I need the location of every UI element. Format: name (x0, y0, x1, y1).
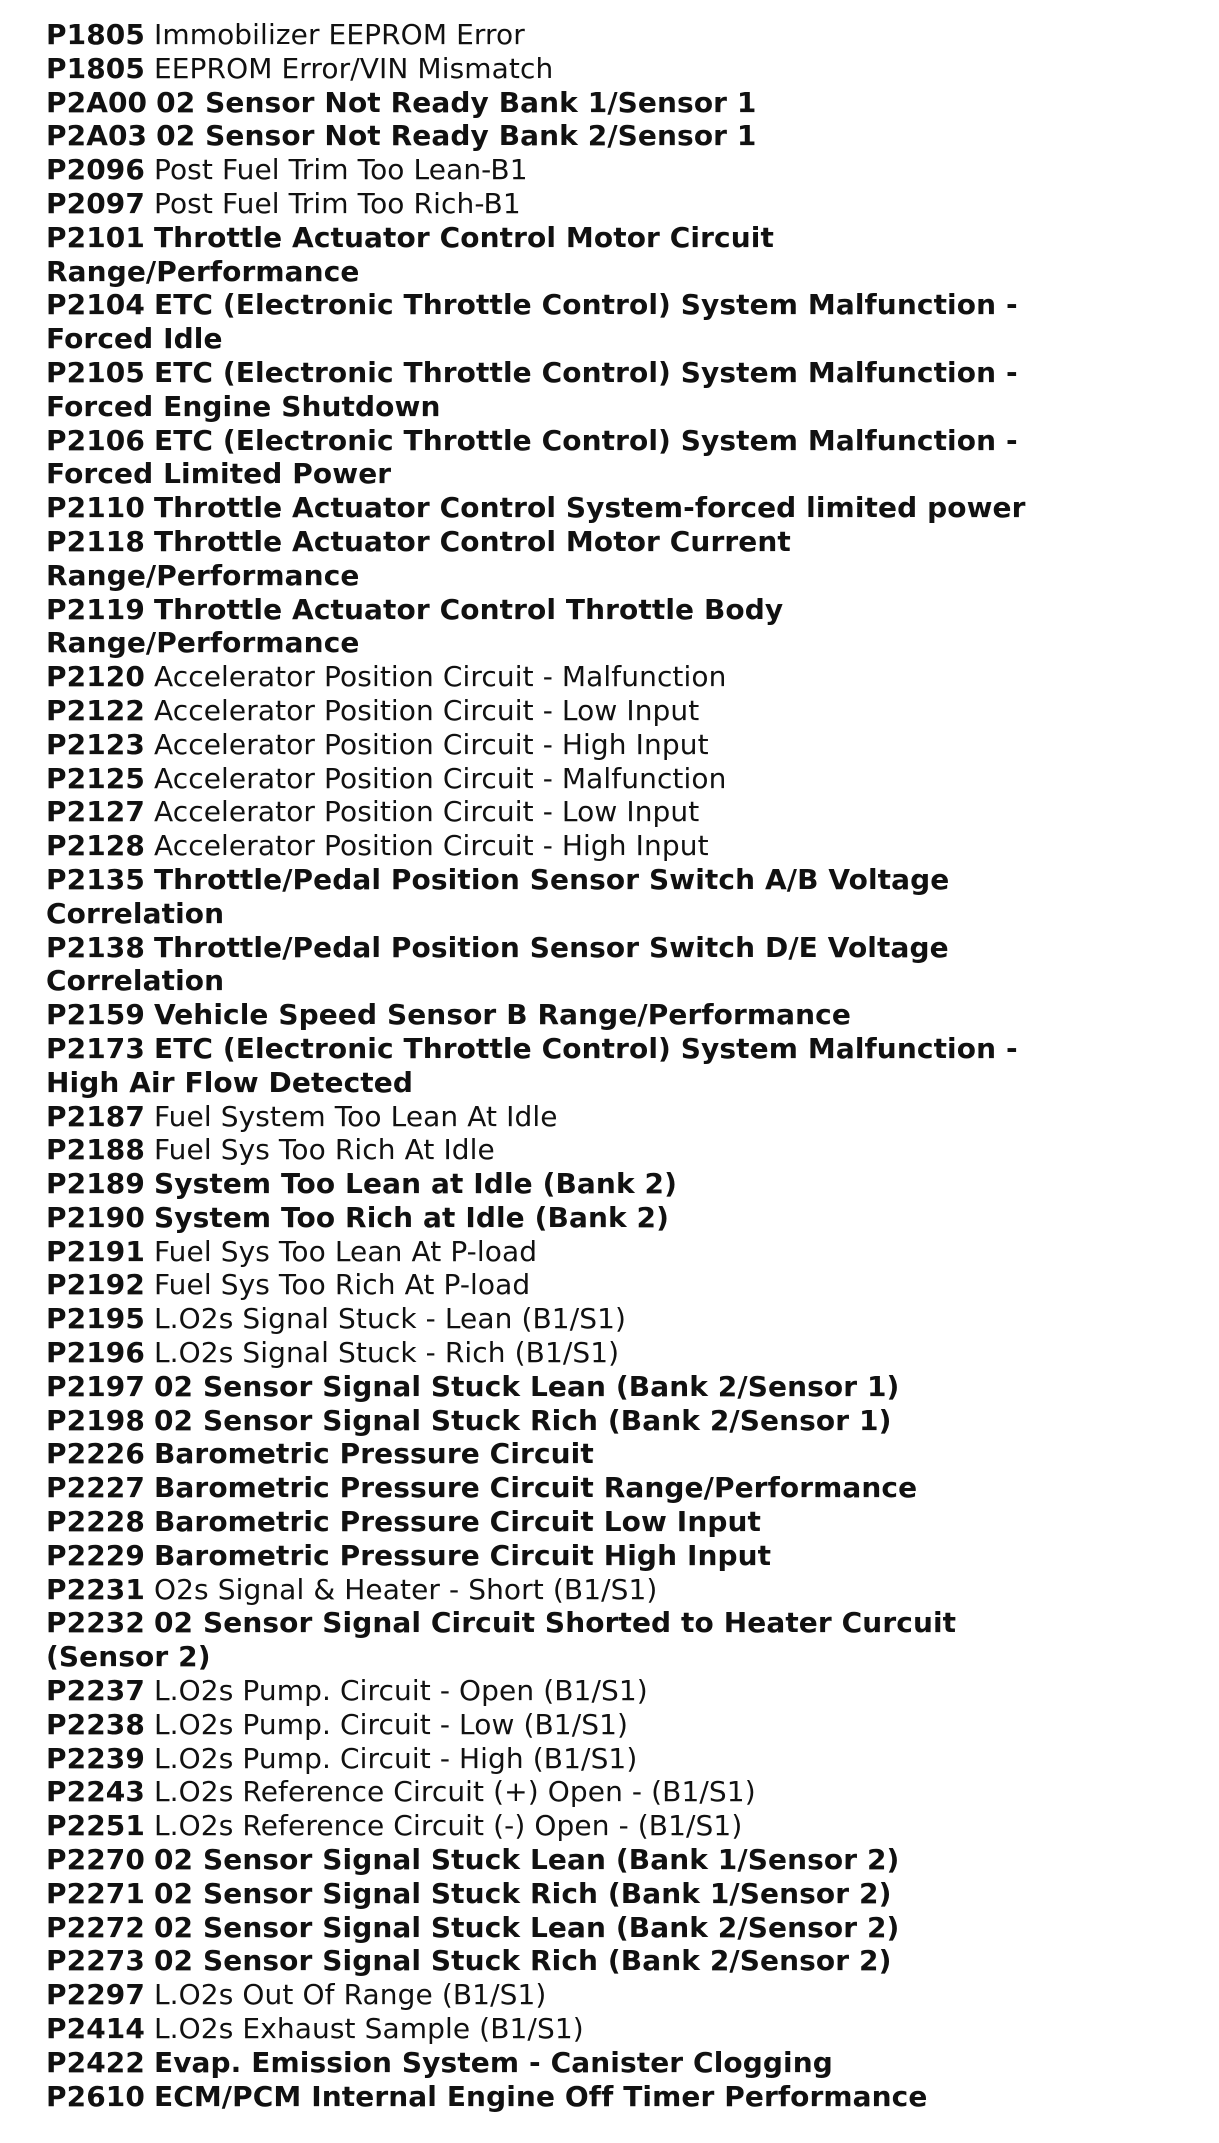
code-description: Forced Limited Power (46, 457, 392, 491)
code-line (46, 1708, 1196, 1742)
code-description: Throttle Actuator Control System-forced limited power (153, 491, 1026, 525)
code-description: Throttle Actuator Control Motor Current (153, 524, 791, 558)
code-line (46, 1505, 1196, 1539)
code-id: P2096 (46, 153, 145, 187)
code-continuation-line (46, 390, 1196, 424)
code-line (46, 1573, 1196, 1607)
code-id: P2251 (46, 1809, 145, 1843)
code-line (46, 1674, 1196, 1708)
code-continuation-line (46, 457, 1196, 491)
code-line (46, 221, 1196, 255)
code-id: P2191 (46, 1234, 145, 1268)
code-description: High Air Flow Detected (46, 1065, 413, 1099)
code-id: P2273 (46, 1944, 145, 1978)
code-description: O2s Signal & Heater - Short (B1/S1) (153, 1572, 658, 1606)
code-description: Accelerator Position Circuit - High Input (153, 829, 709, 863)
code-entry (46, 153, 1196, 187)
code-description: L.O2s Reference Circuit (-) Open - (B1/S1) (153, 1809, 743, 1843)
code-id: P2122 (46, 693, 145, 727)
code-entry (46, 1674, 1196, 1708)
code-id: P2414 (46, 2012, 145, 2046)
code-entry (46, 119, 1196, 153)
code-entry (46, 491, 1196, 525)
code-description: Fuel Sys Too Rich At Idle (153, 1133, 495, 1167)
code-entry (46, 1843, 1196, 1877)
code-line (46, 998, 1196, 1032)
code-description: Throttle Actuator Control Throttle Body (153, 592, 784, 626)
code-entry (46, 829, 1196, 863)
code-line (46, 931, 1196, 965)
code-description: L.O2s Signal Stuck - Lean (B1/S1) (153, 1302, 627, 1336)
code-line (46, 1539, 1196, 1573)
code-list (46, 18, 1196, 2113)
code-description: Correlation (46, 896, 225, 930)
code-id: P2097 (46, 186, 145, 220)
code-entry (46, 694, 1196, 728)
code-description: 02 Sensor Signal Stuck Rich (Bank 2/Sensor 2) (153, 1944, 892, 1978)
code-description: Barometric Pressure Circuit Low Input (153, 1505, 762, 1539)
code-line (46, 1877, 1196, 1911)
code-id: P2243 (46, 1775, 145, 1809)
code-id: P2610 (46, 2079, 145, 2113)
code-id: P2101 (46, 220, 145, 254)
code-description: System Too Lean at Idle (Bank 2) (153, 1167, 678, 1201)
code-continuation-line (46, 1640, 1196, 1674)
code-description: Accelerator Position Circuit - High Input (153, 727, 709, 761)
code-description: Fuel Sys Too Lean At P-load (153, 1234, 538, 1268)
code-description: Forced Idle (46, 322, 223, 356)
code-line (46, 1742, 1196, 1776)
code-description: Accelerator Position Circuit - Low Input (153, 795, 700, 829)
code-entry (46, 998, 1196, 1032)
code-description: Throttle/Pedal Position Sensor Switch D/E Voltage (153, 930, 949, 964)
code-entry (46, 187, 1196, 221)
code-entry (46, 863, 1196, 931)
code-line (46, 863, 1196, 897)
code-line (46, 829, 1196, 863)
code-line (46, 356, 1196, 390)
code-description: L.O2s Pump. Circuit - Low (B1/S1) (153, 1707, 629, 1741)
code-id: P2198 (46, 1403, 145, 1437)
code-entry (46, 795, 1196, 829)
code-description: L.O2s Exhaust Sample (B1/S1) (153, 2012, 584, 2046)
code-id: P1805 (46, 18, 145, 51)
code-entry (46, 1437, 1196, 1471)
code-id: P2110 (46, 491, 145, 525)
code-description: Accelerator Position Circuit - Malfunction (153, 761, 727, 795)
code-entry (46, 1539, 1196, 1573)
code-line (46, 1167, 1196, 1201)
code-description: ECM/PCM Internal Engine Off Timer Performance (153, 2079, 928, 2113)
code-line (46, 1911, 1196, 1945)
code-entry (46, 1336, 1196, 1370)
code-description: Forced Engine Shutdown (46, 389, 441, 423)
code-line (46, 525, 1196, 559)
code-line (46, 18, 1196, 52)
code-line (46, 2012, 1196, 2046)
code-id: P2272 (46, 1910, 145, 1944)
code-line (46, 187, 1196, 221)
code-id: P2226 (46, 1437, 145, 1471)
code-line (46, 52, 1196, 86)
code-continuation-line (46, 626, 1196, 660)
code-line (46, 1944, 1196, 1978)
code-description: Post Fuel Trim Too Rich-B1 (153, 186, 521, 220)
code-id: P2195 (46, 1302, 145, 1336)
code-description: 02 Sensor Signal Stuck Lean (Bank 1/Sensor 2) (153, 1843, 900, 1877)
code-description: ETC (Electronic Throttle Control) System Malfunction - (153, 355, 1018, 389)
code-id: P2187 (46, 1099, 145, 1133)
code-id: P2192 (46, 1268, 145, 1302)
code-id: P2A03 (46, 119, 148, 153)
code-continuation-line (46, 897, 1196, 931)
code-entry (46, 2012, 1196, 2046)
code-id: P2104 (46, 288, 145, 322)
code-description: 02 Sensor Signal Stuck Lean (Bank 2/Sensor 2) (153, 1910, 900, 1944)
code-description: Barometric Pressure Circuit Range/Performance (153, 1471, 918, 1505)
code-description: 02 Sensor Signal Stuck Rich (Bank 2/Sensor 1) (153, 1403, 892, 1437)
code-line (46, 1404, 1196, 1438)
code-entry (46, 1370, 1196, 1404)
code-id: P2238 (46, 1707, 145, 1741)
code-description: 02 Sensor Not Ready Bank 1/Sensor 1 (156, 85, 757, 119)
code-description: L.O2s Pump. Circuit - Open (B1/S1) (153, 1674, 648, 1708)
code-description: L.O2s Out Of Range (B1/S1) (153, 1978, 547, 2012)
code-entry (46, 2046, 1196, 2080)
code-continuation-line (46, 322, 1196, 356)
code-description: 02 Sensor Signal Stuck Rich (Bank 1/Sensor 2) (153, 1876, 892, 1910)
code-entry (46, 1404, 1196, 1438)
code-id: P2239 (46, 1741, 145, 1775)
code-description: Evap. Emission System - Canister Clogging (153, 2045, 833, 2079)
code-description: Throttle/Pedal Position Sensor Switch A/B Voltage (153, 862, 950, 896)
code-entry (46, 1100, 1196, 1134)
code-entry (46, 593, 1196, 661)
code-entry (46, 1167, 1196, 1201)
code-description: Range/Performance (46, 626, 360, 660)
code-line (46, 1032, 1196, 1066)
code-description: Accelerator Position Circuit - Low Input (153, 693, 700, 727)
code-entry (46, 52, 1196, 86)
code-line (46, 2080, 1196, 2114)
code-description: (Sensor 2) (46, 1640, 211, 1674)
code-line (46, 1201, 1196, 1235)
code-id: P2228 (46, 1505, 145, 1539)
code-id: P2127 (46, 795, 145, 829)
code-entry (46, 1877, 1196, 1911)
code-line (46, 1471, 1196, 1505)
code-line (46, 1978, 1196, 2012)
code-description: System Too Rich at Idle (Bank 2) (153, 1200, 670, 1234)
code-id: P2173 (46, 1031, 145, 1065)
code-id: P2197 (46, 1369, 145, 1403)
code-line (46, 1336, 1196, 1370)
code-line (46, 1809, 1196, 1843)
code-entry (46, 1471, 1196, 1505)
code-id: P2128 (46, 829, 145, 863)
code-line (46, 1775, 1196, 1809)
code-line (46, 2046, 1196, 2080)
code-line (46, 1843, 1196, 1877)
code-continuation-line (46, 1066, 1196, 1100)
code-entry (46, 221, 1196, 289)
code-line (46, 762, 1196, 796)
code-description: L.O2s Pump. Circuit - High (B1/S1) (153, 1741, 638, 1775)
code-description: 02 Sensor Signal Circuit Shorted to Heater Curcuit (153, 1606, 957, 1640)
code-line (46, 1370, 1196, 1404)
code-description: Fuel System Too Lean At Idle (153, 1099, 558, 1133)
code-line (46, 119, 1196, 153)
code-id: P2138 (46, 930, 145, 964)
code-id: P2159 (46, 998, 145, 1032)
code-line (46, 1100, 1196, 1134)
code-id: P2119 (46, 592, 145, 626)
code-description: Barometric Pressure Circuit (153, 1437, 594, 1471)
code-id: P2105 (46, 355, 145, 389)
code-entry (46, 1911, 1196, 1945)
code-id: P2237 (46, 1674, 145, 1708)
code-entry (46, 356, 1196, 424)
code-id: P2196 (46, 1336, 145, 1370)
code-id: P2135 (46, 862, 145, 896)
code-id: P2422 (46, 2045, 145, 2079)
code-continuation-line (46, 964, 1196, 998)
code-entry (46, 1944, 1196, 1978)
code-line (46, 288, 1196, 322)
code-description: Throttle Actuator Control Motor Circuit (153, 220, 774, 254)
code-id: P2120 (46, 660, 145, 694)
code-line (46, 593, 1196, 627)
code-entry (46, 18, 1196, 52)
code-description: Immobilizer EEPROM Error (153, 18, 525, 51)
code-line (46, 86, 1196, 120)
code-id: P2271 (46, 1876, 145, 1910)
code-id: P2118 (46, 524, 145, 558)
code-entry (46, 86, 1196, 120)
code-entry (46, 424, 1196, 492)
code-description: Vehicle Speed Sensor B Range/Performance (153, 998, 851, 1032)
code-entry (46, 1742, 1196, 1776)
code-line (46, 1437, 1196, 1471)
code-line (46, 795, 1196, 829)
code-entry (46, 1302, 1196, 1336)
code-description: EEPROM Error/VIN Mismatch (153, 51, 554, 85)
code-entry (46, 1201, 1196, 1235)
code-description: Fuel Sys Too Rich At P-load (153, 1268, 531, 1302)
code-line (46, 694, 1196, 728)
code-line (46, 153, 1196, 187)
code-id: P2189 (46, 1167, 145, 1201)
code-entry (46, 525, 1196, 593)
code-id: P2231 (46, 1572, 145, 1606)
code-continuation-line (46, 255, 1196, 289)
code-entry (46, 660, 1196, 694)
code-line (46, 1235, 1196, 1269)
code-description: Post Fuel Trim Too Lean-B1 (153, 153, 528, 187)
code-id: P2232 (46, 1606, 145, 1640)
code-continuation-line (46, 559, 1196, 593)
code-description: Barometric Pressure Circuit High Input (153, 1538, 772, 1572)
code-id: P2A00 (46, 85, 148, 119)
code-description: L.O2s Signal Stuck - Rich (B1/S1) (153, 1336, 620, 1370)
code-line (46, 491, 1196, 525)
code-entry (46, 1505, 1196, 1539)
code-description: Correlation (46, 964, 225, 998)
code-entry (46, 1133, 1196, 1167)
code-entry (46, 1235, 1196, 1269)
code-entry (46, 1809, 1196, 1843)
code-line (46, 1133, 1196, 1167)
code-id: P2188 (46, 1133, 145, 1167)
code-line (46, 1268, 1196, 1302)
code-line (46, 728, 1196, 762)
code-entry (46, 1268, 1196, 1302)
code-description: Range/Performance (46, 254, 360, 288)
code-id: P2190 (46, 1200, 145, 1234)
code-id: P2270 (46, 1843, 145, 1877)
code-description: ETC (Electronic Throttle Control) System Malfunction - (153, 288, 1018, 322)
code-entry (46, 1978, 1196, 2012)
code-description: Range/Performance (46, 558, 360, 592)
code-entry (46, 1775, 1196, 1809)
code-id: P2297 (46, 1978, 145, 2012)
code-description: 02 Sensor Not Ready Bank 2/Sensor 1 (156, 119, 757, 153)
code-id: P2125 (46, 761, 145, 795)
code-id: P2123 (46, 727, 145, 761)
code-entry (46, 728, 1196, 762)
code-entry (46, 762, 1196, 796)
code-id: P2229 (46, 1538, 145, 1572)
code-line (46, 1606, 1196, 1640)
code-entry (46, 931, 1196, 999)
code-description: ETC (Electronic Throttle Control) System Malfunction - (153, 1031, 1018, 1065)
code-entry (46, 1573, 1196, 1607)
code-line (46, 660, 1196, 694)
code-entry (46, 288, 1196, 356)
code-line (46, 1302, 1196, 1336)
code-description: ETC (Electronic Throttle Control) System Malfunction - (153, 423, 1018, 457)
code-entry (46, 1032, 1196, 1100)
code-entry (46, 1708, 1196, 1742)
code-entry (46, 1606, 1196, 1674)
code-line (46, 424, 1196, 458)
code-id: P2227 (46, 1471, 145, 1505)
code-id: P1805 (46, 51, 145, 85)
code-description: 02 Sensor Signal Stuck Lean (Bank 2/Sensor 1) (153, 1369, 900, 1403)
code-id: P2106 (46, 423, 145, 457)
code-description: L.O2s Reference Circuit (+) Open - (B1/S1) (153, 1775, 756, 1809)
code-entry (46, 2080, 1196, 2114)
code-description: Accelerator Position Circuit - Malfunction (153, 660, 727, 694)
